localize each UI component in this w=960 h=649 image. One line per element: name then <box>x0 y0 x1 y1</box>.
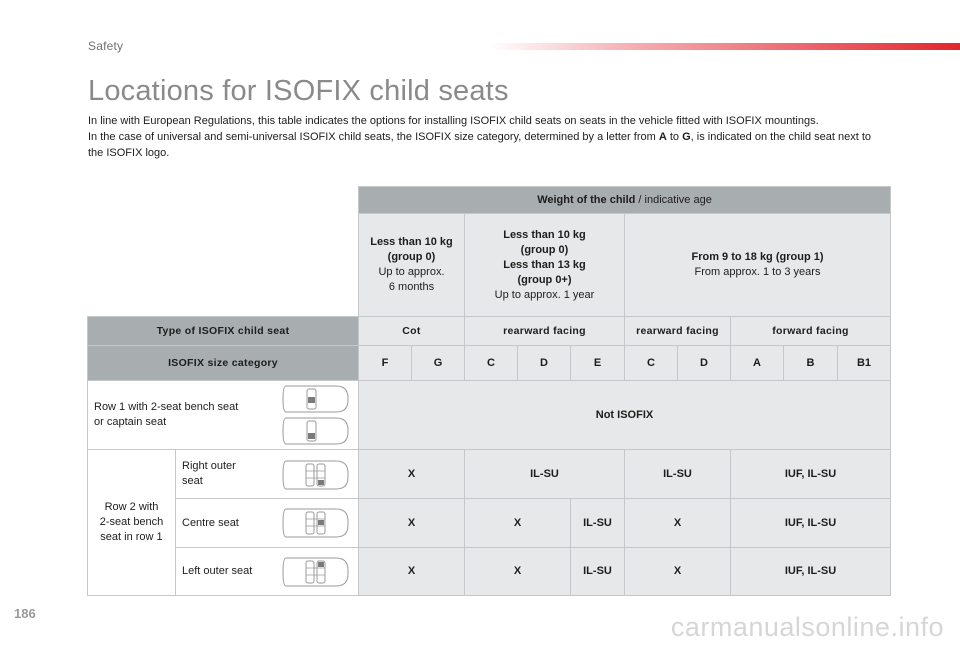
row2-right-rear2: IL-SU <box>624 449 731 499</box>
weight-header-bold: Weight of the child <box>537 193 636 206</box>
weight-header <box>358 186 891 214</box>
intro-line1: In line with European Regulations, this table indicates the options for installing ISOFIX child seats on seats in the vehicle fitted with ISOFIX mountings. <box>88 115 819 127</box>
row1-value: Not ISOFIX <box>358 380 891 450</box>
row2-right-cot: X <box>358 449 465 499</box>
group2-l5: Up to approx. 1 year <box>494 288 595 301</box>
row2-left-rear1a: X <box>464 547 571 596</box>
group-cell-3 <box>624 213 891 317</box>
row2-centre-text: Centre seat <box>182 516 239 529</box>
section-label: Safety <box>88 39 124 53</box>
row2-group-label <box>87 449 176 596</box>
row2-centre-rear1a: X <box>464 498 571 548</box>
intro-line2a: In the case of universal and semi-universal ISOFIX child seats, the ISOFIX size category, determined by a letter from <box>88 131 659 143</box>
car-seat-left-icon <box>280 556 350 588</box>
type-cot: Cot <box>358 316 465 346</box>
row2-centre-fwd: IUF, IL-SU <box>730 498 891 548</box>
group1-l1: Less than 10 kg <box>370 236 453 248</box>
row2-left-rear2: X <box>624 547 731 596</box>
size-c2: C <box>624 345 678 381</box>
weight-header-rest: / indicative age <box>635 193 712 206</box>
row2-right-fwd: IUF, IL-SU <box>730 449 891 499</box>
intro-to: to <box>666 131 683 143</box>
header-accent-bar <box>490 43 960 50</box>
size-label: ISOFIX size category <box>87 345 359 381</box>
size-a: A <box>730 345 784 381</box>
size-d1: D <box>517 345 571 381</box>
size-b1: B1 <box>837 345 891 381</box>
size-d2: D <box>677 345 731 381</box>
row2-right-l2: seat <box>182 475 203 487</box>
row2-label-l3: seat in row 1 <box>100 531 163 543</box>
group2-l2: (group 0) <box>520 243 569 256</box>
row2-left-fwd: IUF, IL-SU <box>730 547 891 596</box>
row1-label-l2: or captain seat <box>94 416 167 428</box>
row2-centre-rear1b: IL-SU <box>570 498 625 548</box>
group2-l1: Less than 10 kg <box>503 228 586 241</box>
size-g: G <box>411 345 465 381</box>
type-rearward-2: rearward facing <box>624 316 731 346</box>
size-e: E <box>570 345 625 381</box>
group2-l4: (group 0+) <box>517 273 572 286</box>
group3-l2: From approx. 1 to 3 years <box>694 266 821 278</box>
size-b: B <box>783 345 838 381</box>
group3-l1: From 9 to 18 kg (group 1) <box>691 251 824 263</box>
intro-letter-a: A <box>658 131 667 143</box>
row2-right-rear1: IL-SU <box>464 449 625 499</box>
group1-l3: Up to approx. <box>378 266 445 278</box>
group-cell-1 <box>358 213 465 317</box>
row2-label-l1: Row 2 with <box>104 501 159 513</box>
group1-l2: (group 0) <box>387 251 436 263</box>
group1-l4: 6 months <box>388 281 435 293</box>
row2-centre-rear2: X <box>624 498 731 548</box>
intro-text <box>88 113 888 161</box>
row1-label-l1: Row 1 with 2-seat bench seat <box>94 401 239 413</box>
size-c1: C <box>464 345 518 381</box>
car-seat-centre-icon <box>280 507 350 539</box>
row2-right-l1: Right outer <box>182 460 236 472</box>
size-f: F <box>358 345 412 381</box>
car-seat-right-icon <box>280 459 350 491</box>
group-cell-2 <box>464 213 625 317</box>
watermark: carmanualsonline.info <box>670 612 944 642</box>
type-rearward-1: rearward facing <box>464 316 625 346</box>
group2-l3: Less than 13 kg <box>503 258 586 271</box>
intro-letter-g: G <box>682 131 691 143</box>
row2-left-rear1b: IL-SU <box>570 547 625 596</box>
page-title: Locations for ISOFIX child seats <box>88 75 509 107</box>
row2-left-text: Left outer seat <box>182 565 253 577</box>
row2-label-l2: 2-seat bench <box>99 516 164 528</box>
type-forward: forward facing <box>730 316 891 346</box>
page-number: 186 <box>14 606 36 621</box>
row2-centre-cot: X <box>358 498 465 548</box>
car-seat-row1-icon <box>280 383 350 447</box>
intro-line2b: , is indicated on the child seat next to the ISOFIX logo. <box>88 131 872 159</box>
row2-left-cot: X <box>358 547 465 596</box>
type-label: Type of ISOFIX child seat <box>87 316 359 346</box>
